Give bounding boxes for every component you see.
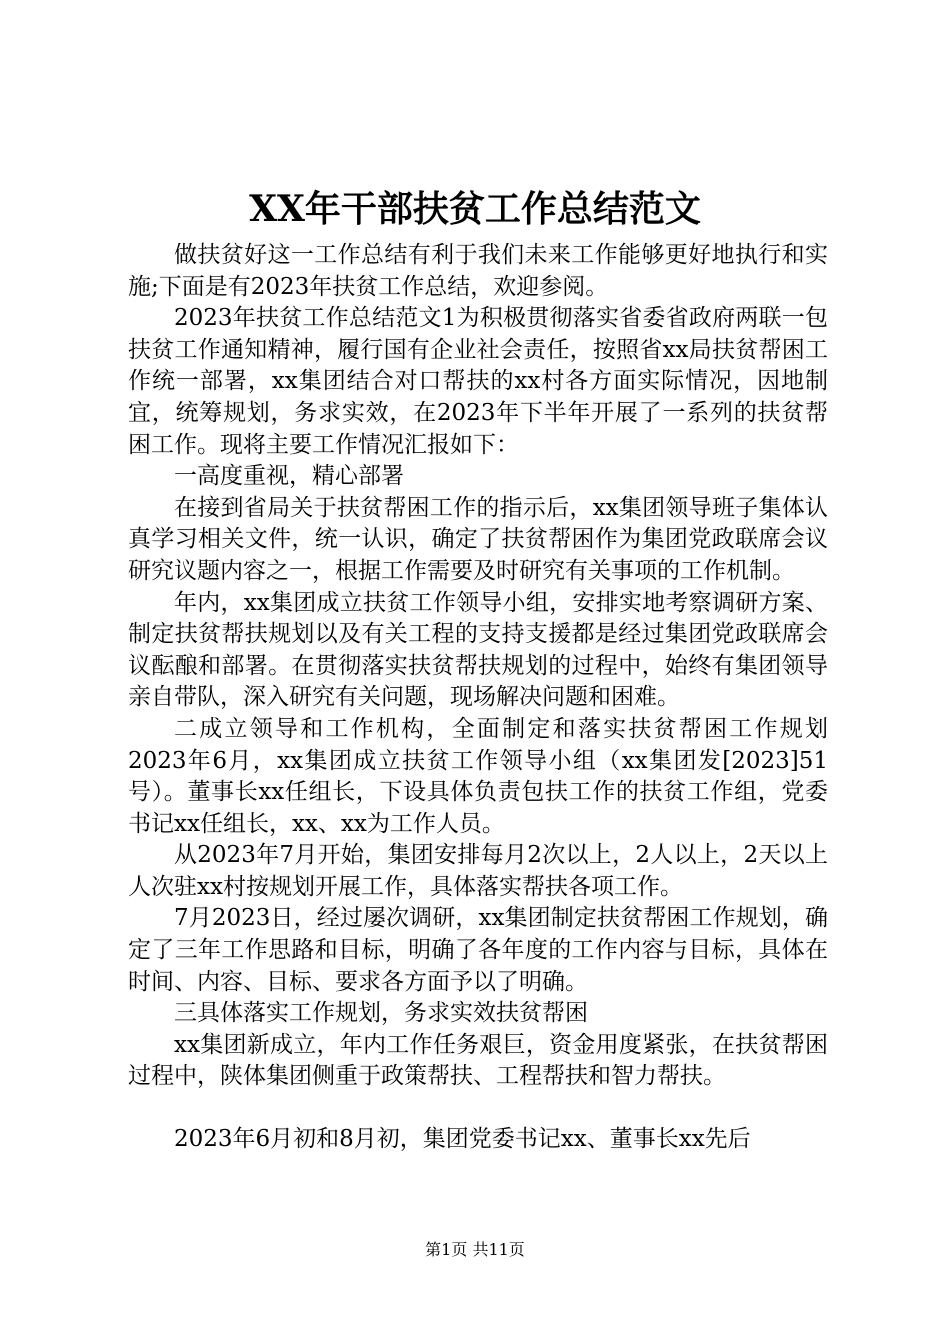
document-title: XX年干部扶贫工作总结范文 (249, 188, 701, 230)
paragraph-visits: 2023年6月初和8月初，集团党委书记xx、董事长xx先后 (174, 1126, 751, 1153)
paragraph-schedule: 从2023年7月开始，集团安排每月2次以上，2人以上，2天以上人次驻xx村按规划开展工作，具体落实帮扶各项工作。 (128, 842, 828, 900)
paragraph-summary-1: 2023年扶贫工作总结范文1为积极贯彻落实省委省政府两联一包扶贫工作通知精神，履行国有企业社会责任，按照省xx局扶贫帮困工作统一部署，xx集团结合对口帮扶的xx村各方面实际情况，因地制宜，统筹规划，务求实效，在2023年下半年开展了一系列的扶贫帮困工作。现将主要工作情况汇报如下： (128, 305, 828, 458)
paragraph-leadership: 年内，xx集团成立扶贫工作领导小组，安排实地考察调研方案、制定扶贫帮扶规划以及有关工程的支持支援都是经过集团党政联席会议酝酿和部署。在贯彻落实扶贫帮扶规划的过程中，始终有集团领导亲自带队，深入研究有关问题，现场解决问题和困难。 (128, 589, 828, 711)
section-heading-3: 三具体落实工作规划，务求实效扶贫帮困 (174, 1000, 588, 1027)
document-body (128, 240, 828, 1156)
paragraph-instructions: 在接到省局关于扶贫帮困工作的指示后，xx集团领导班子集体认真学习相关文件，统一认识，确定了扶贫帮困作为集团党政联席会议研究议题内容之一，根据工作需要及时研究有关事项的工作机制。 (128, 494, 828, 584)
paragraph-intro: 做扶贫好这一工作总结有利于我们未来工作能够更好地执行和实施;下面是有2023年扶贫工作总结，欢迎参阅。 (128, 242, 828, 300)
paragraph-implementation: xx集团新成立，年内工作任务艰巨，资金用度紧张，在扶贫帮困过程中，陕体集团侧重于政策帮扶、工程帮扶和智力帮扶。 (128, 1031, 828, 1090)
section-heading-1: 一高度重视，精心部署 (174, 463, 404, 490)
page-footer: 第1页 共11页 (425, 1240, 525, 1259)
section-heading-2: 二成立领导和工作机构，全面制定和落实扶贫帮困工作规划2023年6月，xx集团成立扶贫工作领导小组（xx集团发[2023]51号）。董事长xx任组长，下设具体负责包扶工作的扶贫工作组，党委书记xx任组长，xx、xx为工作人员。 (128, 715, 828, 837)
paragraph-plan: 7月2023日，经过屡次调研，xx集团制定扶贫帮困工作规划，确定了三年工作思路和目标，明确了各年度的工作内容与目标，具体在时间、内容、目标、要求各方面予以了明确。 (128, 905, 828, 995)
